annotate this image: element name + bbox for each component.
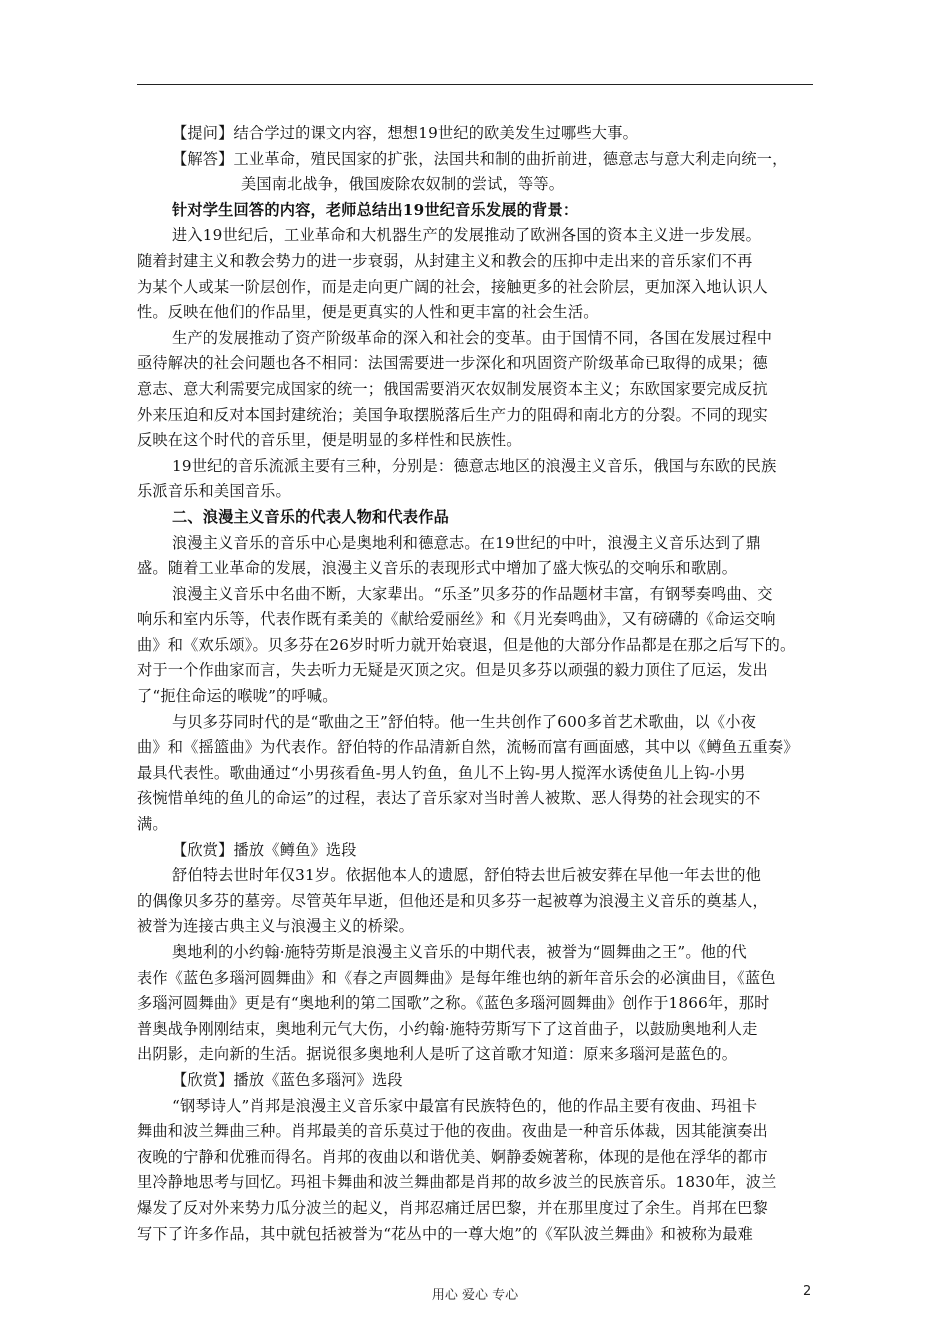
text-line: 夜晚的宁静和优雅而得名。肖邦的夜曲以和谐优美、婀静委婉著称，体现的是他在浮华的都市 [137,1147,768,1166]
text-line: 对于一个作曲家而言，失去听力无疑是灭顶之灾。但是贝多芬以顽强的毅力顶住了厄运，发出 [137,661,768,680]
text-line: 曲》和《欢乐颂》。贝多芬在26岁时听力就开始衰退，但是他的大部分作品都是在那之后写下的。 [137,635,796,654]
text-line: 【欣赏】播放《鳟鱼》选段 [172,840,357,859]
text-line: 舒伯特去世时年仅31岁。依据他本人的遗愿，舒伯特去世后被安葬在早他一年去世的他 [172,866,762,885]
text-line: 最具代表性。歌曲通过“小男孩看鱼-男人钓鱼，鱼儿不上钩-男人搅浑水诱使鱼儿上钩-小男 [137,763,746,782]
text-line: 响乐和室内乐等，代表作既有柔美的《献给爱丽丝》和《月光奏鸣曲》，又有磅礴的《命运交响 [137,610,776,629]
text-line: 亟待解决的社会问题也各不相同：法国需要进一步深化和巩固资产阶级革命已取得的成果；德 [137,354,768,373]
text-line: 性。反映在他们的作品里，便是更真实的人性和更丰富的社会生活。 [137,303,599,322]
text-line: 浪漫主义音乐中名曲不断，大家辈出。“乐圣”贝多芬的作品题材丰富，有钢琴奏鸣曲、交 [172,584,773,603]
text-line: 美国南北战争，俄国废除农奴制的尝试，等等。 [241,175,565,194]
text-line: 【欣赏】播放《蓝色多瑙河》选段 [172,1070,403,1089]
header-rule [137,84,813,85]
text-line: 普奥战争刚刚结束，奥地利元气大伤，小约翰·施特劳斯写下了这首曲子，以鼓励奥地利人走 [137,1019,758,1038]
text-line: 进入19世纪后，工业革命和大机器生产的发展推动了欧洲各国的资本主义进一步发展。 [172,226,762,245]
text-line: 爆发了反对外来势力瓜分波兰的起义，肖邦忍痛迁居巴黎，并在那里度过了余生。肖邦在巴黎 [137,1198,768,1217]
text-line: “钢琴诗人”肖邦是浪漫主义音乐家中最富有民族特色的，他的作品主要有夜曲、玛祖卡 [172,1096,758,1115]
text-line: 满。 [137,815,168,834]
text-line: 出阴影，走向新的生活。据说很多奥地利人是听了这首歌才知道：原来多瑙河是蓝色的。 [137,1045,738,1064]
page-number: 2 [803,1284,812,1299]
text-line: 了“扼住命运的喉咙”的呼喊。 [137,687,338,706]
text-line: 意志、意大利需要完成国家的统一；俄国需要消灭农奴制发展资本主义；东欧国家要完成反抗 [137,379,768,398]
text-line: 【解答】工业革命，殖民国家的扩张，法国共和制的曲折前进，德意志与意大利走向统一， [172,149,788,168]
text-line: 舞曲和波兰舞曲三种。肖邦最美的音乐莫过于他的夜曲。夜曲是一种音乐体裁，因其能演奏出 [137,1122,768,1141]
text-line: 与贝多芬同时代的是“歌曲之王”舒伯特。他一生共创作了600多首艺术歌曲，以《小夜 [172,712,757,731]
text-line: 的偶像贝多芬的墓旁。尽管英年早逝，但他还是和贝多芬一起被尊为浪漫主义音乐的奠基人， [137,891,768,910]
footer-text: 用心 爱心 专心 [431,1288,519,1303]
text-line: 孩惋惜单纯的鱼儿的命运”的过程，表达了音乐家对当时善人被欺、恶人得势的社会现实的不 [137,789,761,808]
text-line: 被誉为连接古典主义与浪漫主义的桥梁。 [137,917,414,936]
text-line: 随着封建主义和教会势力的进一步衰弱，从封建主义和教会的压抑中走出来的音乐家们不再 [137,251,753,270]
text-line: 【提问】结合学过的课文内容，想想19世纪的欧美发生过哪些大事。 [172,124,638,142]
text-line: 19世纪的音乐流派主要有三种，分别是：德意志地区的浪漫主义音乐，俄国与东欧的民族 [172,456,777,475]
text-line: 表作《蓝色多瑙河圆舞曲》和《春之声圆舞曲》是每年维也纳的新年音乐会的必演曲目，《蓝色 [137,968,776,987]
text-line: 奥地利的小约翰·施特劳斯是浪漫主义音乐的中期代表，被誉为“圆舞曲之王”。他的代 [172,943,747,961]
text-line: 生产的发展推动了资产阶级革命的深入和社会的变革。由于国情不同，各国在发展过程中 [172,328,773,347]
document-body [137,121,817,1247]
section-note: 针对学生回答的内容，老师总结出19世纪音乐发展的背景： [172,200,579,219]
text-line: 反映在这个时代的音乐里，便是明显的多样性和民族性。 [137,431,522,450]
text-line: 浪漫主义音乐的音乐中心是奥地利和德意志。在19世纪的中叶，浪漫主义音乐达到了鼎 [172,533,762,552]
text-line: 曲》和《摇篮曲》为代表作。舒伯特的作品清新自然，流畅而富有画面感，其中以《鳟鱼五重奏》 [137,738,799,757]
text-line: 多瑙河圆舞曲》更是有“奥地利的第二国歌”之称。《蓝色多瑙河圆舞曲》创作于1866年，那时 [137,994,770,1013]
text-line: 外来压迫和反对本国封建统治；美国争取摆脱落后生产力的阻碍和南北方的分裂。不同的现实 [137,405,768,424]
text-line: 写下了许多作品，其中就包括被誉为“花丛中的一尊大炮”的《军队波兰舞曲》和被称为最难 [137,1224,754,1243]
section-heading: 二、浪漫主义音乐的代表人物和代表作品 [172,507,449,526]
text-line: 盛。随着工业革命的发展，浪漫主义音乐的表现形式中增加了盛大恢弘的交响乐和歌剧。 [137,559,738,578]
text-line: 为某个人或某一阶层创作，而是走向更广阔的社会，接触更多的社会阶层，更加深入地认识人 [137,277,768,296]
text-line: 里冷静地思考与回忆。玛祖卡舞曲和波兰舞曲都是肖邦的故乡波兰的民族音乐。1830年，波兰 [137,1173,777,1192]
text-line: 乐派音乐和美国音乐。 [137,482,291,501]
